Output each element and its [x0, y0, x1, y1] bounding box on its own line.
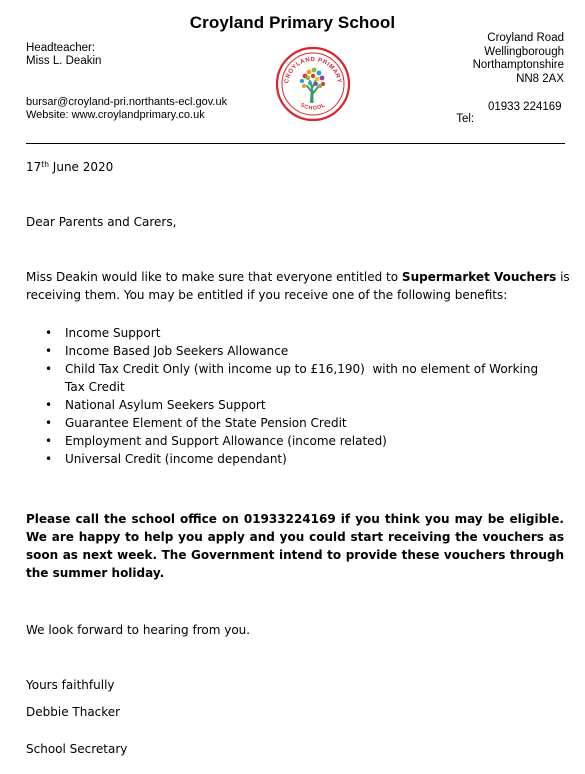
headteacher-block	[26, 42, 101, 68]
list-item	[26, 450, 556, 468]
intro-paragraph	[26, 268, 571, 304]
letter-date	[26, 158, 113, 176]
benefits-list	[26, 324, 556, 468]
school-logo	[275, 46, 351, 122]
tel-number: 01933 224169	[488, 101, 562, 113]
intro-text: Miss Deakin would like to make sure that everyone entitled to	[26, 270, 402, 284]
list-item	[26, 396, 556, 414]
address-line: Wellingborough	[484, 45, 564, 58]
benefit-text: Child Tax Credit Only (with income up to £16,190) with no element of Working Tax Credit	[65, 362, 542, 394]
intro-text-rest: is receiving them. You may be entitled if you receive one of the following benefits:	[26, 270, 570, 302]
list-item	[26, 414, 556, 432]
intro-highlight: Supermarket Vouchers	[401, 270, 557, 284]
address-line: NN8 2AX	[516, 72, 564, 85]
address-line: Croyland Road	[487, 32, 564, 44]
bullet-icon: •	[45, 416, 53, 430]
bullet-icon: •	[45, 326, 53, 340]
list-item	[26, 432, 556, 450]
benefit-text: Guarantee Element of the State Pension Credit	[65, 416, 347, 430]
logo-top-text: CROYLAND PRIMARY	[284, 56, 342, 84]
benefit-text: National Asylum Seekers Support	[65, 398, 266, 412]
salutation: Dear Parents and Carers,	[26, 215, 177, 229]
bullet-icon: •	[45, 362, 53, 376]
email-address[interactable]: bursar@croyland-pri.northants-ecl.gov.uk	[26, 96, 228, 108]
signer-name: Debbie Thacker	[26, 705, 121, 719]
benefit-text: Employment and Support Allowance (income related)	[65, 434, 387, 448]
logo-bottom-text: SCHOOL	[299, 102, 327, 112]
bullet-icon: •	[45, 344, 53, 358]
school-logo-icon	[275, 46, 351, 122]
benefit-text: Income Support	[65, 326, 161, 340]
closing-line: We look forward to hearing from you.	[26, 623, 251, 637]
signer-role: School Secretary	[26, 742, 128, 756]
telephone	[450, 101, 562, 137]
list-item	[26, 342, 556, 360]
headteacher-name: Miss L. Deakin	[26, 55, 102, 67]
header-divider	[26, 143, 565, 144]
contact-block	[26, 96, 227, 121]
website-address[interactable]: Website: www.croylandprimary.co.uk	[26, 108, 205, 121]
benefit-text: Universal Credit (income dependant)	[65, 452, 287, 466]
school-name: Croyland Primary School	[189, 13, 396, 32]
list-item	[26, 360, 556, 396]
call-to-action-paragraph: Please call the school office on 01933224169 if you think you may be eligible. We are happy to help you apply and you could start receiving the vouchers as soon as next week. The Government intend to provide these vouchers through the summer holiday.	[26, 512, 564, 580]
date-suffix: th	[41, 160, 49, 169]
sign-off: Yours faithfully	[26, 678, 115, 692]
address-line: Northamptonshire	[472, 59, 564, 71]
bullet-icon: •	[45, 398, 53, 412]
list-item	[26, 324, 556, 342]
headteacher-label: Headteacher:	[26, 42, 96, 54]
tel-label: Tel:	[456, 113, 475, 125]
date-month-year: June 2020	[48, 160, 114, 174]
bullet-icon: •	[45, 452, 53, 466]
benefit-text: Income Based Job Seekers Allowance	[65, 344, 289, 358]
bullet-icon: •	[45, 434, 53, 448]
school-address	[473, 32, 564, 86]
date-day: 17	[26, 160, 42, 174]
